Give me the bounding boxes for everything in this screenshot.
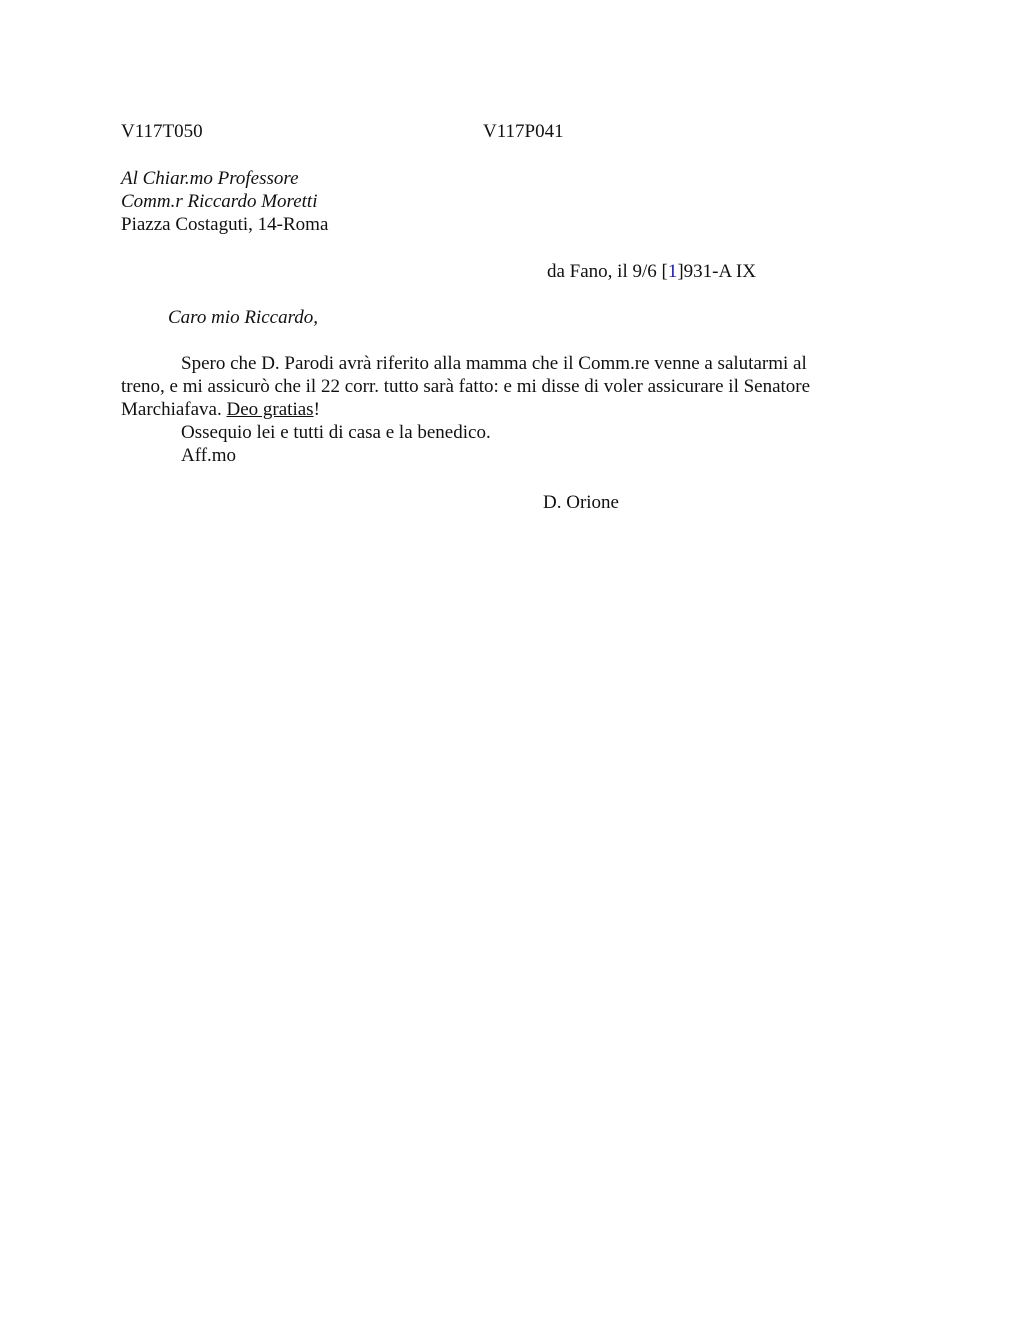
signature: D. Orione bbox=[543, 492, 619, 513]
body-paragraph-1-line-3 bbox=[121, 398, 320, 421]
deo-gratias-text: Deo gratias bbox=[226, 399, 314, 420]
dateline bbox=[547, 260, 756, 283]
dateline-link-digit[interactable]: 1 bbox=[667, 261, 678, 282]
body-paragraph-1-line-1: Spero che D. Parodi avrà riferito alla mamma che il Comm.re venne a salutarmi al bbox=[181, 353, 807, 374]
document-code-right: V117P041 bbox=[483, 121, 564, 142]
address-line-1: Al Chiar.mo Professore bbox=[121, 168, 299, 189]
document-code-left: V117T050 bbox=[121, 121, 203, 142]
address-line-2: Comm.r Riccardo Moretti bbox=[121, 191, 318, 212]
dateline-prefix: da Fano, il 9/6 [ bbox=[547, 261, 668, 282]
body-line-3-suffix: ! bbox=[313, 399, 320, 420]
body-paragraph-1-line-2: treno, e mi assicurò che il 22 corr. tutto sarà fatto: e mi disse di voler assicurare il Senatore bbox=[121, 376, 811, 397]
body-paragraph-2: Ossequio lei e tutti di casa e la benedico. bbox=[181, 422, 491, 443]
dateline-suffix: ]931-A IX bbox=[677, 261, 756, 282]
salutation: Caro mio Riccardo, bbox=[168, 307, 319, 328]
body-line-3-prefix: Marchiafava. bbox=[121, 399, 227, 420]
closing: Aff.mo bbox=[181, 445, 237, 466]
address-line-3: Piazza Costaguti, 14-Roma bbox=[121, 214, 329, 235]
